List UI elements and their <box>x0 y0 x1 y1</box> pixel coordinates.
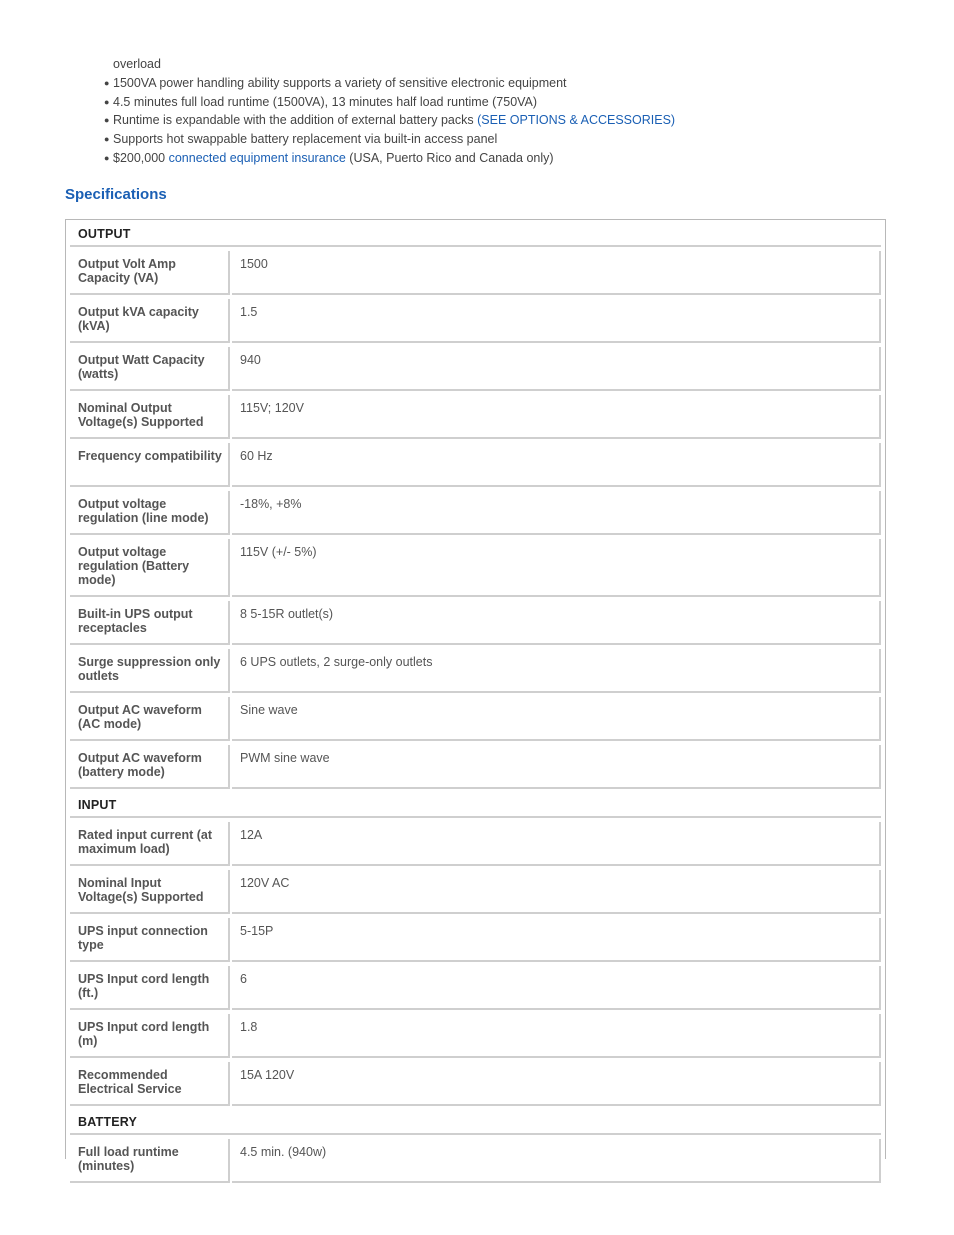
spec-row <box>70 966 881 1010</box>
bullet-icon: ● <box>104 77 110 88</box>
spec-label: Built-in UPS output receptacles <box>70 601 230 645</box>
spec-value: 115V; 120V <box>232 395 881 439</box>
spec-row <box>70 601 881 645</box>
spec-value: 12A <box>232 822 881 866</box>
spec-row <box>70 539 881 597</box>
spec-value: 60 Hz <box>232 443 881 487</box>
spec-row <box>70 697 881 741</box>
section-header-input <box>70 793 881 818</box>
feature-text: Supports hot swappable battery replacement via built-in access panel <box>113 132 498 147</box>
spec-value: 6 <box>232 966 881 1010</box>
spec-label: Output AC waveform (AC mode) <box>70 697 230 741</box>
spec-label: Output Watt Capacity (watts) <box>70 347 230 391</box>
spec-row <box>70 347 881 391</box>
feature-continuation: overload <box>113 57 161 71</box>
options-accessories-link[interactable]: (SEE OPTIONS & ACCESSORIES) <box>477 113 676 128</box>
spec-value: 115V (+/- 5%) <box>232 539 881 597</box>
section-title: OUTPUT <box>70 222 881 247</box>
spec-label: Surge suppression only outlets <box>70 649 230 693</box>
spec-value: 1500 <box>232 251 881 295</box>
bullet-icon: ● <box>104 115 110 126</box>
feature-text: 1500VA power handling ability supports a variety of sensitive electronic equipment <box>113 75 567 90</box>
section-title: INPUT <box>70 793 881 818</box>
section-header-battery <box>70 1110 881 1135</box>
spec-value: 4.5 min. (940w) <box>232 1139 881 1183</box>
spec-value: 5-15P <box>232 918 881 962</box>
spec-label: Full load runtime (minutes) <box>70 1139 230 1183</box>
feature-item <box>104 149 904 168</box>
spec-row <box>70 251 881 295</box>
spec-row <box>70 1014 881 1058</box>
spec-value: 1.8 <box>232 1014 881 1058</box>
spec-value: 6 UPS outlets, 2 surge-only outlets <box>232 649 881 693</box>
bullet-icon: ● <box>104 152 110 163</box>
spec-label: Output kVA capacity (kVA) <box>70 299 230 343</box>
spec-row <box>70 1139 881 1183</box>
specifications-table-container <box>65 219 886 1173</box>
feature-list <box>104 55 904 168</box>
bullet-icon: ● <box>104 96 110 107</box>
spec-label: Recommended Electrical Service <box>70 1062 230 1106</box>
feature-text: $200,000 <box>113 150 169 165</box>
spec-row <box>70 870 881 914</box>
feature-text: Runtime is expandable with the addition of external battery packs <box>113 113 478 128</box>
spec-label: Output Volt Amp Capacity (VA) <box>70 251 230 295</box>
feature-item <box>104 74 904 93</box>
spec-value: PWM sine wave <box>232 745 881 789</box>
spec-value: 1.5 <box>232 299 881 343</box>
spec-row <box>70 822 881 866</box>
feature-item <box>104 111 904 130</box>
spec-label: UPS input connection type <box>70 918 230 962</box>
spec-value: 940 <box>232 347 881 391</box>
specifications-table <box>68 218 883 1187</box>
spec-label: Output voltage regulation (line mode) <box>70 491 230 535</box>
spec-label: Nominal Output Voltage(s) Supported <box>70 395 230 439</box>
spec-row <box>70 299 881 343</box>
feature-text-after: (USA, Puerto Rico and Canada only) <box>345 150 554 165</box>
insurance-link[interactable]: connected equipment insurance <box>168 150 346 165</box>
spec-value: 8 5-15R outlet(s) <box>232 601 881 645</box>
spec-row <box>70 745 881 789</box>
section-header-output <box>70 222 881 247</box>
spec-label: Nominal Input Voltage(s) Supported <box>70 870 230 914</box>
feature-item <box>104 93 904 112</box>
spec-label: Output AC waveform (battery mode) <box>70 745 230 789</box>
spec-label: Rated input current (at maximum load) <box>70 822 230 866</box>
feature-item <box>104 130 904 149</box>
spec-row <box>70 918 881 962</box>
feature-text: 4.5 minutes full load runtime (1500VA), 13 minutes half load runtime (750VA) <box>113 94 538 109</box>
spec-label: UPS Input cord length (ft.) <box>70 966 230 1010</box>
spec-label: Frequency compatibility <box>70 443 230 487</box>
spec-row <box>70 443 881 487</box>
spec-value: Sine wave <box>232 697 881 741</box>
section-title: BATTERY <box>70 1110 881 1135</box>
spec-value: -18%, +8% <box>232 491 881 535</box>
spec-value: 15A 120V <box>232 1062 881 1106</box>
spec-label: Output voltage regulation (Battery mode) <box>70 539 230 597</box>
spec-label: UPS Input cord length (m) <box>70 1014 230 1058</box>
specifications-heading: Specifications <box>65 186 167 203</box>
spec-value: 120V AC <box>232 870 881 914</box>
spec-row <box>70 395 881 439</box>
spec-row <box>70 649 881 693</box>
spec-row <box>70 1062 881 1106</box>
spec-row <box>70 491 881 535</box>
bullet-icon: ● <box>104 134 110 145</box>
